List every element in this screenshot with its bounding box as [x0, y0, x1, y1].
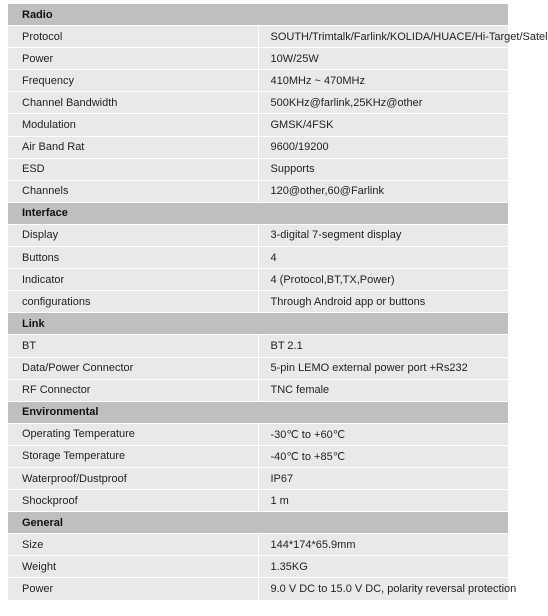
spec-value: 3-digital 7-segment display — [258, 224, 508, 246]
section-title: General — [8, 512, 508, 534]
spec-row — [8, 379, 508, 401]
spec-row — [8, 158, 508, 180]
spec-value: 410MHz ~ 470MHz — [258, 70, 508, 92]
spec-label: Modulation — [8, 114, 258, 136]
spec-label: Data/Power Connector — [8, 357, 258, 379]
section-header-environmental — [8, 401, 508, 423]
spec-value: 4 (Protocol,BT,TX,Power) — [258, 269, 508, 291]
spec-value: 10W/25W — [258, 48, 508, 70]
spec-label: BT — [8, 335, 258, 357]
spec-value: 144*174*65.9mm — [258, 534, 508, 556]
spec-label: Frequency — [8, 70, 258, 92]
spec-row — [8, 335, 508, 357]
section-header-link — [8, 313, 508, 335]
spec-label: Indicator — [8, 269, 258, 291]
spec-label: Channels — [8, 180, 258, 202]
spec-row — [8, 136, 508, 158]
spec-row — [8, 423, 508, 445]
spec-value: BT 2.1 — [258, 335, 508, 357]
spec-row — [8, 445, 508, 467]
spec-row — [8, 92, 508, 114]
spec-label: Shockproof — [8, 490, 258, 512]
spec-label: Power — [8, 48, 258, 70]
spec-label: Air Band Rat — [8, 136, 258, 158]
spec-value: 120@other,60@Farlink — [258, 180, 508, 202]
spec-row — [8, 556, 508, 578]
spec-label: Operating Temperature — [8, 423, 258, 445]
spec-value: GMSK/4FSK — [258, 114, 508, 136]
spec-value: 500KHz@farlink,25KHz@other — [258, 92, 508, 114]
spec-row — [8, 467, 508, 489]
spec-label: Buttons — [8, 247, 258, 269]
spec-value: IP67 — [258, 467, 508, 489]
section-title: Environmental — [8, 401, 508, 423]
spec-label: Weight — [8, 556, 258, 578]
spec-value: 1 m — [258, 490, 508, 512]
spec-row — [8, 180, 508, 202]
spec-row — [8, 70, 508, 92]
spec-value: SOUTH/Trimtalk/Farlink/KOLIDA/HUACE/Hi-Target/Satel — [258, 26, 508, 48]
spec-label: Waterproof/Dustproof — [8, 467, 258, 489]
spec-value: TNC female — [258, 379, 508, 401]
section-title: Interface — [8, 202, 508, 224]
spec-label: Storage Temperature — [8, 445, 258, 467]
spec-table — [8, 4, 548, 601]
spec-label: Protocol — [8, 26, 258, 48]
spec-row — [8, 224, 508, 246]
spec-value: Supports — [258, 158, 508, 180]
spec-row — [8, 247, 508, 269]
spec-label: ESD — [8, 158, 258, 180]
spec-label: Size — [8, 534, 258, 556]
section-title: Radio — [8, 4, 508, 26]
spec-value: 4 — [258, 247, 508, 269]
spec-row — [8, 26, 508, 48]
spec-row — [8, 578, 508, 600]
spec-label: RF Connector — [8, 379, 258, 401]
spec-row — [8, 291, 508, 313]
spec-value: 9600/19200 — [258, 136, 508, 158]
spec-label: Channel Bandwidth — [8, 92, 258, 114]
section-header-interface — [8, 202, 508, 224]
spec-label: Power — [8, 578, 258, 600]
spec-value: -40℃ to +85℃ — [258, 445, 508, 467]
section-title: Link — [8, 313, 508, 335]
spec-row — [8, 490, 508, 512]
section-header-general — [8, 512, 508, 534]
spec-value: -30℃ to +60℃ — [258, 423, 508, 445]
spec-row — [8, 534, 508, 556]
spec-row — [8, 269, 508, 291]
spec-row — [8, 114, 508, 136]
section-header-radio — [8, 4, 508, 26]
spec-table-body — [8, 4, 548, 600]
spec-value: 1.35KG — [258, 556, 508, 578]
spec-row — [8, 357, 508, 379]
spec-value: 9.0 V DC to 15.0 V DC, polarity reversal protection — [258, 578, 508, 600]
spec-value: 5-pin LEMO external power port +Rs232 — [258, 357, 508, 379]
spec-value: Through Android app or buttons — [258, 291, 508, 313]
spec-row — [8, 48, 508, 70]
spec-label: configurations — [8, 291, 258, 313]
spec-label: Display — [8, 224, 258, 246]
